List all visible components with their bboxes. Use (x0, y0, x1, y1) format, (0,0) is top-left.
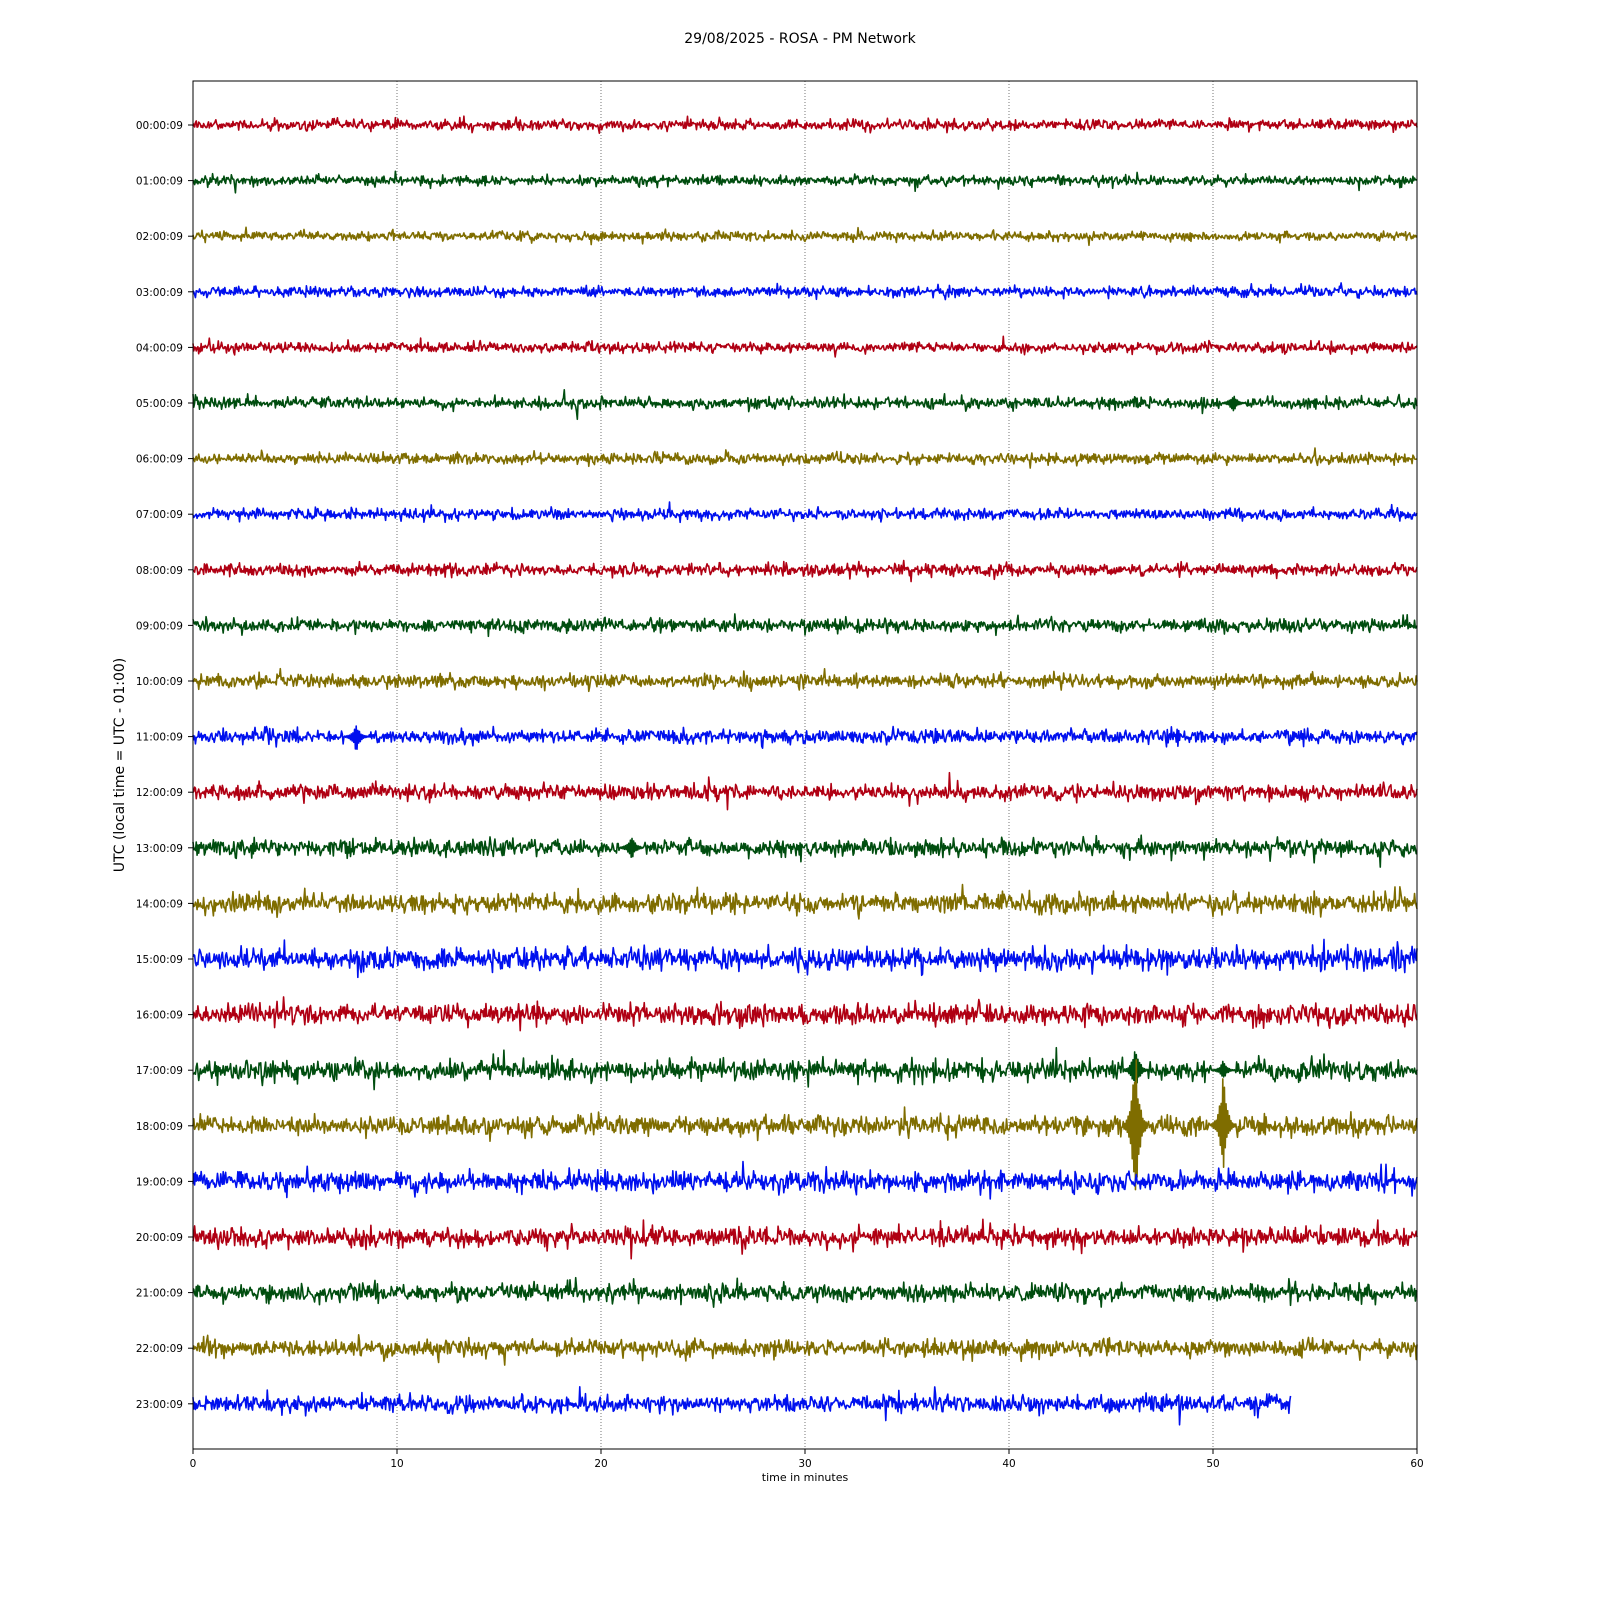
y-tick-label: 16:00:09 (135, 1009, 183, 1022)
y-axis-label: UTC (local time = UTC - 01:00) (112, 657, 128, 873)
y-tick-label: 19:00:09 (135, 1176, 183, 1189)
x-tick-label: 0 (189, 1458, 197, 1470)
y-tick-label: 06:00:09 (135, 453, 183, 466)
y-tick-label: 09:00:09 (135, 620, 183, 633)
y-tick-label: 18:00:09 (135, 1120, 183, 1133)
y-tick-label: 07:00:09 (135, 509, 183, 522)
y-tick-label: 11:00:09 (135, 731, 183, 744)
y-tick-label: 04:00:09 (135, 342, 183, 355)
y-tick-label: 14:00:09 (135, 898, 183, 911)
y-tick-label: 00:00:09 (135, 120, 183, 132)
chart-title: 29/08/2025 - ROSA - PM Network (684, 31, 916, 47)
y-tick-label: 02:00:09 (135, 231, 183, 244)
y-tick-label: 08:00:09 (135, 564, 183, 577)
x-tick-label: 60 (1410, 1458, 1424, 1470)
y-tick-label: 01:00:09 (135, 175, 183, 188)
y-tick-label: 23:00:09 (135, 1398, 183, 1411)
y-tick-label: 03:00:09 (135, 286, 183, 299)
x-tick-label: 10 (390, 1458, 404, 1470)
y-tick-label: 05:00:09 (135, 398, 183, 410)
x-axis-label: time in minutes (761, 1471, 849, 1484)
y-tick-label: 15:00:09 (135, 954, 183, 966)
y-tick-label: 17:00:09 (135, 1065, 183, 1078)
x-tick-label: 20 (594, 1458, 608, 1470)
y-tick-label: 22:00:09 (135, 1343, 183, 1356)
x-tick-label: 40 (1002, 1458, 1016, 1470)
y-tick-label: 21:00:09 (135, 1287, 183, 1300)
y-tick-label: 20:00:09 (135, 1232, 183, 1244)
y-tick-label: 13:00:09 (135, 842, 183, 855)
x-tick-label: 50 (1206, 1458, 1220, 1470)
y-tick-label: 12:00:09 (135, 787, 183, 800)
x-tick-label: 30 (798, 1458, 812, 1470)
y-tick-label: 10:00:09 (135, 676, 183, 688)
